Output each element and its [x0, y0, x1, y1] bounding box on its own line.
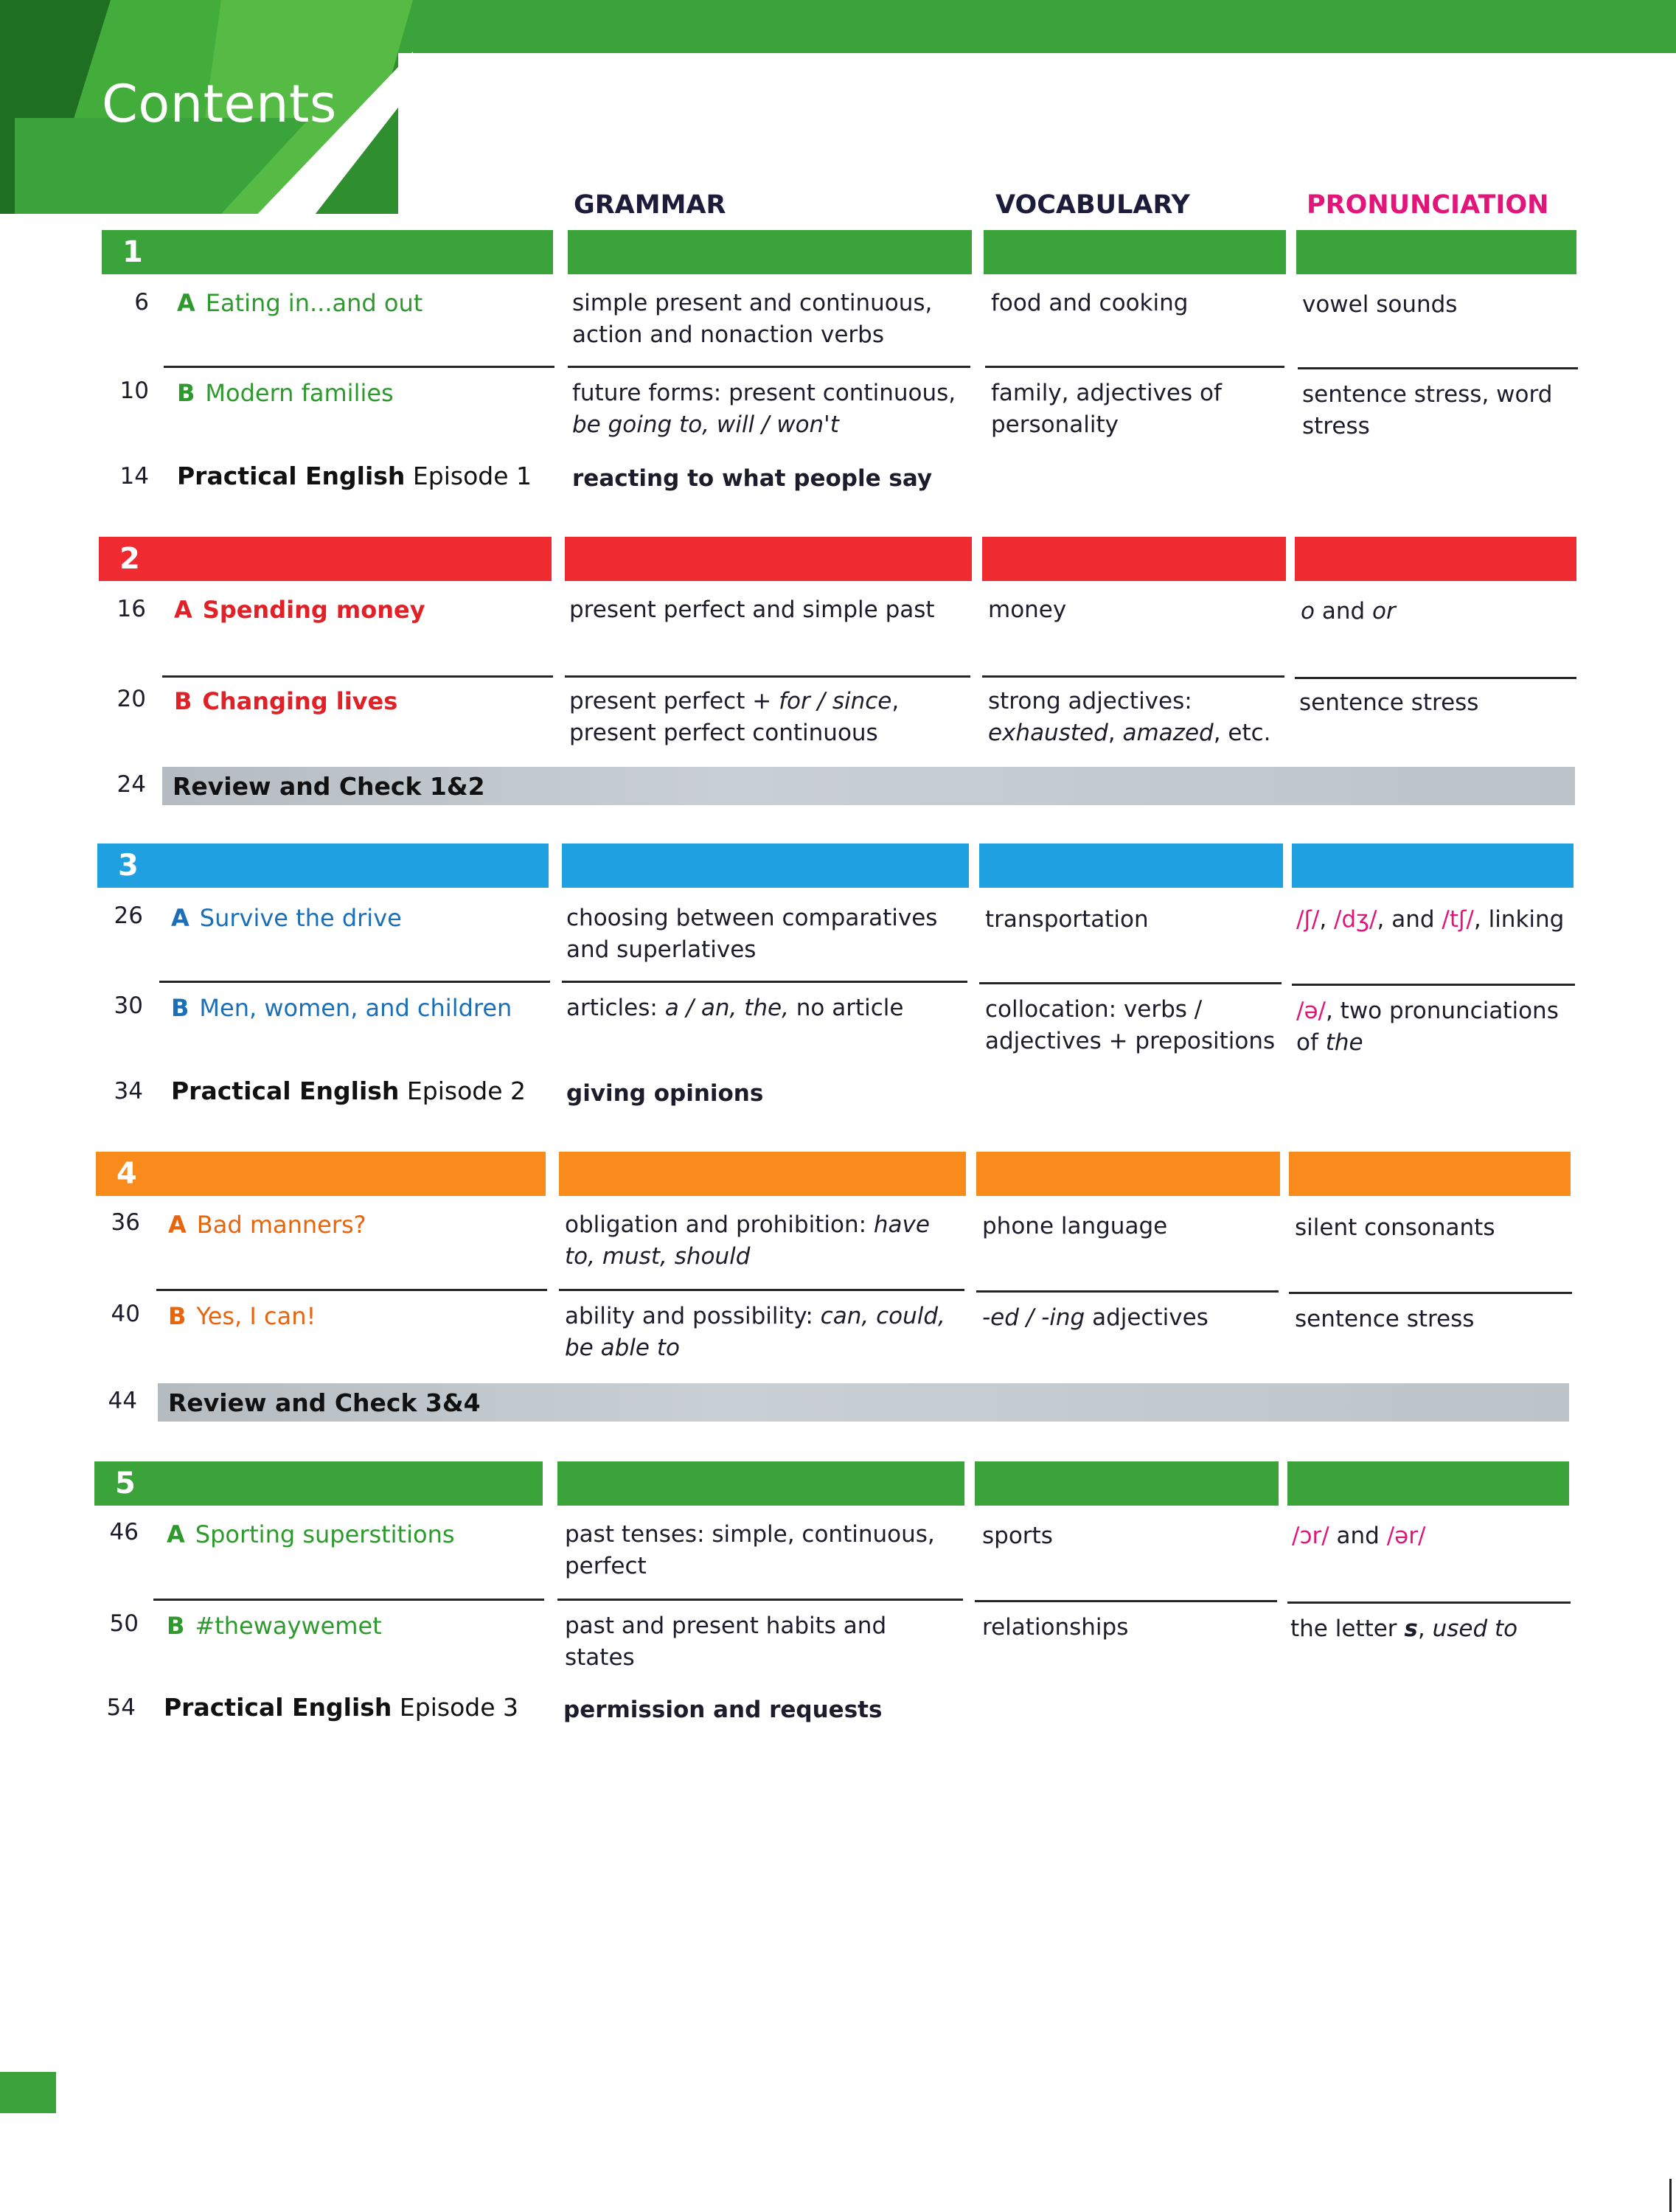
grammar-text: ,	[891, 688, 900, 714]
page-number: 20	[117, 686, 146, 712]
row-divider	[985, 366, 1284, 368]
unit-2-bar	[99, 537, 552, 581]
unit-4-bar	[96, 1152, 546, 1196]
pronunciation-cell: sentence stress	[1299, 689, 1479, 716]
grammar-italic: for / since	[779, 688, 892, 714]
vocab-text: ,	[1108, 720, 1123, 746]
unit-2-pronunciation-bar	[1295, 537, 1576, 581]
pron-text: and	[1314, 598, 1372, 625]
row-divider	[159, 981, 550, 983]
unit-5-grammar-bar	[557, 1461, 964, 1506]
lesson-title[interactable]	[177, 289, 423, 317]
vocab-text: adjectives	[1085, 1304, 1209, 1331]
row-divider	[1287, 1601, 1571, 1604]
lesson-title-text: Survive the drive	[199, 904, 402, 932]
episode-label: Episode 3	[392, 1693, 519, 1722]
unit-5-vocabulary-bar	[975, 1461, 1279, 1506]
grammar-italic: a / an, the,	[664, 995, 789, 1021]
pron-text: ,	[1319, 906, 1335, 933]
row-divider	[568, 366, 970, 368]
pron-italic: the	[1325, 1029, 1363, 1056]
page-number: 30	[114, 992, 143, 1019]
episode-label: Episode 1	[405, 462, 532, 490]
grammar-line	[565, 1301, 963, 1332]
grammar-line: future forms: present continuous,	[572, 380, 956, 406]
row-divider	[982, 675, 1284, 678]
row-divider	[562, 981, 967, 983]
row-divider	[565, 675, 970, 678]
lesson-letter: A	[167, 1520, 185, 1548]
unit-number: 5	[115, 1467, 136, 1500]
vocabulary-column-heading: VOCABULARY	[995, 190, 1190, 220]
grammar-line	[569, 686, 967, 717]
grammar-text: obligation and prohibition:	[565, 1211, 874, 1238]
unit-3-pronunciation-bar	[1292, 844, 1574, 888]
lesson-letter: A	[174, 596, 192, 624]
grammar-text: ability and possibility:	[565, 1303, 821, 1329]
unit-2-grammar-bar	[565, 537, 972, 581]
grammar-cell	[566, 992, 964, 1024]
pron-italic: used to	[1432, 1615, 1518, 1642]
review-and-check-bar[interactable]	[158, 1383, 1569, 1422]
grammar-cell: simple present and continuous, action and nonaction verbs	[572, 290, 933, 348]
unit-1-pronunciation-bar	[1296, 230, 1576, 274]
unit-4-grammar-bar	[559, 1152, 966, 1196]
pronunciation-cell: sentence stress	[1295, 1306, 1475, 1332]
phoneme: /ə/	[1296, 998, 1326, 1024]
episode-label: Episode 2	[399, 1077, 526, 1105]
vocabulary-cell: transportation	[985, 906, 1149, 933]
grammar-cell: reacting to what people say	[572, 465, 933, 492]
page-number: 40	[111, 1301, 140, 1327]
pronunciation-cell	[1290, 1613, 1571, 1645]
grammar-line-italic: be going to, will / won't	[572, 411, 839, 438]
grammar-text: present perfect +	[569, 688, 779, 714]
pronunciation-cell	[1296, 904, 1576, 936]
review-title: Review and Check 1&2	[173, 771, 485, 801]
pronunciation-cell	[1301, 596, 1574, 627]
row-divider	[162, 675, 553, 678]
lesson-title[interactable]	[171, 904, 402, 932]
lesson-title[interactable]	[174, 687, 397, 715]
vocabulary-cell: family, adjectives of personality	[991, 380, 1222, 438]
unit-number: 2	[119, 542, 140, 576]
page-number: 6	[134, 289, 149, 316]
lesson-title-text: Sporting superstitions	[195, 1520, 455, 1548]
pronunciation-cell: silent consonants	[1295, 1214, 1495, 1241]
unit-5-bar	[94, 1461, 543, 1506]
row-divider	[979, 982, 1282, 984]
row-divider	[1295, 677, 1576, 679]
unit-number: 4	[117, 1157, 137, 1191]
vocabulary-cell: food and cooking	[991, 290, 1189, 316]
grammar-cell: choosing between comparatives and superlatives	[566, 905, 938, 963]
unit-number: 1	[122, 235, 143, 269]
lesson-title-text: Spending money	[202, 596, 425, 624]
lesson-title-text: Men, women, and children	[199, 994, 512, 1022]
vocab-line: strong adjectives:	[988, 688, 1192, 714]
unit-5-pronunciation-bar	[1287, 1461, 1569, 1506]
pron-italic: o	[1301, 598, 1315, 625]
unit-2-vocabulary-bar	[982, 537, 1286, 581]
practical-english-title[interactable]	[177, 462, 532, 490]
lesson-letter: B	[171, 994, 189, 1022]
grammar-cell	[572, 378, 970, 441]
grammar-italic: have	[873, 1211, 930, 1238]
vocab-italic: -ed / -ing	[982, 1304, 1085, 1331]
page-number: 24	[117, 771, 146, 798]
page-number: 26	[114, 902, 143, 929]
pronunciation-cell: vowel sounds	[1302, 291, 1458, 318]
grammar-cell: permission and requests	[563, 1697, 883, 1723]
phoneme: /tʃ/	[1442, 906, 1474, 933]
grammar-cell: present perfect and simple past	[569, 597, 935, 623]
lesson-title-text: Changing lives	[202, 687, 398, 715]
pronunciation-cell: sentence stress, word stress	[1302, 381, 1553, 439]
row-divider	[557, 1599, 963, 1601]
practical-english-title[interactable]	[164, 1693, 518, 1722]
review-title: Review and Check 3&4	[168, 1388, 481, 1417]
lesson-letter: B	[177, 379, 195, 407]
grammar-column-heading: GRAMMAR	[574, 190, 726, 220]
unit-4-vocabulary-bar	[976, 1152, 1280, 1196]
row-divider	[153, 1599, 544, 1601]
pron-italic: or	[1372, 598, 1396, 625]
lesson-title-text: Yes, I can!	[196, 1302, 316, 1330]
page-number: 46	[109, 1519, 139, 1545]
practical-english-label: Practical English	[164, 1693, 392, 1722]
page-number: 36	[111, 1209, 140, 1236]
grammar-line	[565, 1209, 963, 1241]
grammar-cell: giving opinions	[566, 1080, 764, 1107]
grammar-line-italic: be able to	[565, 1335, 680, 1361]
lesson-title[interactable]	[171, 994, 512, 1022]
page-number: 16	[117, 596, 146, 622]
grammar-line-italic: to, must, should	[565, 1243, 751, 1270]
vocabulary-cell: sports	[982, 1523, 1053, 1549]
vocab-italic: exhausted	[988, 720, 1108, 746]
pron-text: , and	[1377, 906, 1442, 933]
pron-line	[1296, 995, 1576, 1027]
vocab-line	[988, 717, 1283, 749]
grammar-cell: past and present habits and states	[565, 1613, 887, 1671]
pron-text: ,	[1417, 1615, 1433, 1642]
lesson-letter: A	[168, 1211, 187, 1239]
vocab-text: , etc.	[1213, 720, 1271, 746]
unit-4-pronunciation-bar	[1289, 1152, 1571, 1196]
vocabulary-cell: collocation: verbs / adjectives + prepositions	[985, 996, 1276, 1054]
vocabulary-cell: phone language	[982, 1213, 1168, 1239]
row-divider	[164, 366, 554, 368]
unit-1-vocabulary-bar	[984, 230, 1286, 274]
lesson-letter: A	[171, 904, 189, 932]
lesson-title-text: Bad manners?	[196, 1211, 366, 1239]
page-edge-mark	[1669, 2179, 1672, 2212]
row-divider	[1298, 367, 1578, 369]
pronunciation-cell	[1296, 995, 1576, 1059]
page-number: 10	[119, 378, 149, 404]
pron-text: , linking	[1473, 906, 1565, 933]
phoneme: /ʃ/	[1296, 906, 1320, 933]
vocabulary-cell: money	[988, 597, 1067, 623]
phoneme: /dʒ/	[1334, 906, 1377, 933]
practical-english-label: Practical English	[171, 1077, 400, 1105]
review-and-check-bar[interactable]	[162, 767, 1575, 805]
vocabulary-cell	[988, 686, 1283, 749]
unit-3-grammar-bar	[562, 844, 969, 888]
unit-number: 3	[118, 849, 139, 883]
lesson-letter: A	[177, 289, 195, 317]
grammar-line: present perfect continuous	[569, 720, 878, 746]
grammar-text: articles:	[566, 995, 665, 1021]
grammar-cell	[569, 686, 967, 749]
pron-text: of	[1296, 1029, 1326, 1056]
lesson-title-text: #thewaywemet	[195, 1612, 382, 1640]
lesson-letter: B	[168, 1302, 187, 1330]
pronunciation-column-heading: PRONUNCIATION	[1307, 190, 1549, 220]
unit-3-bar	[97, 844, 549, 888]
page-number: 44	[108, 1388, 137, 1414]
lesson-title-text: Eating in...and out	[205, 289, 423, 317]
page-title: Contents	[102, 74, 337, 134]
row-divider	[975, 1600, 1277, 1602]
page-number: 34	[114, 1078, 143, 1105]
lesson-title[interactable]	[167, 1612, 382, 1640]
page-number: 50	[109, 1610, 139, 1637]
lesson-letter: B	[174, 687, 192, 715]
page-number: 54	[106, 1694, 136, 1721]
vocabulary-cell	[982, 1302, 1277, 1334]
row-divider	[156, 1289, 547, 1291]
lesson-title[interactable]	[167, 1520, 455, 1548]
practical-english-title[interactable]	[171, 1077, 526, 1105]
pron-text: , two pronunciations	[1325, 998, 1559, 1024]
grammar-text: no article	[788, 995, 904, 1021]
vocab-italic: amazed	[1122, 720, 1214, 746]
lesson-title[interactable]	[168, 1302, 316, 1330]
grammar-cell: past tenses: simple, continuous, perfect	[565, 1521, 935, 1579]
lesson-title[interactable]	[177, 379, 394, 407]
grammar-italic: can, could,	[820, 1303, 945, 1329]
pron-line	[1296, 1027, 1576, 1059]
row-divider	[976, 1290, 1279, 1293]
vocabulary-cell: relationships	[982, 1614, 1129, 1641]
unit-3-vocabulary-bar	[979, 844, 1283, 888]
phoneme: /ər/	[1386, 1523, 1426, 1549]
lesson-title[interactable]	[168, 1211, 366, 1239]
row-divider	[1289, 1292, 1572, 1294]
pronunciation-cell	[1292, 1520, 1565, 1552]
lesson-letter: B	[167, 1612, 185, 1640]
practical-english-label: Practical English	[177, 462, 406, 490]
pron-text: the letter	[1290, 1615, 1405, 1642]
unit-1-bar	[102, 230, 553, 274]
lesson-title-text: Modern families	[205, 379, 394, 407]
row-divider	[559, 1289, 964, 1291]
pron-italic: s	[1404, 1615, 1418, 1642]
grammar-cell	[565, 1301, 963, 1364]
grammar-cell	[565, 1209, 963, 1273]
page-number: 14	[119, 463, 149, 490]
lesson-title[interactable]	[174, 596, 425, 624]
pron-text: and	[1329, 1523, 1387, 1549]
row-divider	[1292, 984, 1575, 986]
page-corner-tab	[0, 2072, 56, 2113]
phoneme: /ɔr/	[1292, 1523, 1329, 1549]
unit-1-grammar-bar	[568, 230, 972, 274]
